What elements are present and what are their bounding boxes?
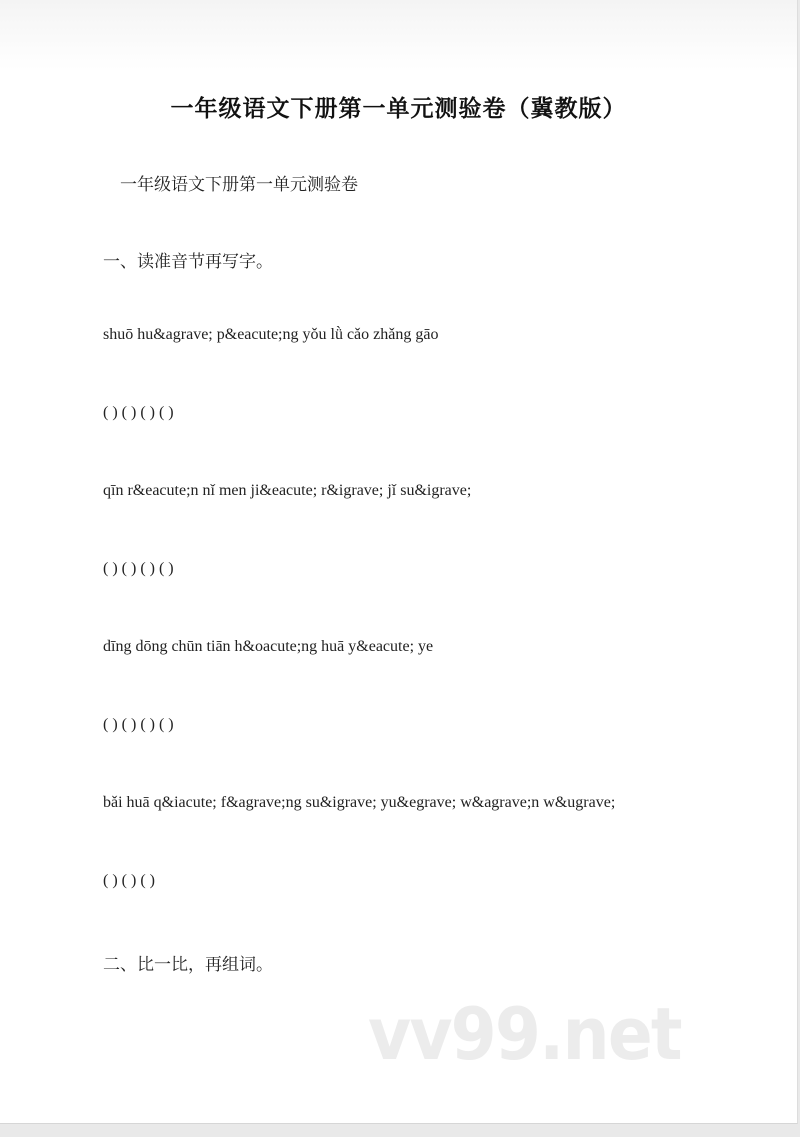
section-heading-1: 一、读准音节再写字。 <box>103 252 273 271</box>
document-subtitle: 一年级语文下册第一单元测验卷 <box>120 175 358 194</box>
answer-blanks: ( ) ( ) ( ) ( ) <box>103 404 174 421</box>
answer-blanks: ( ) ( ) ( ) <box>103 872 155 889</box>
page-top-shade <box>0 0 797 70</box>
pinyin-line: bǎi huā q&iacute; f&agrave;ng su&igrave; yu&egrave; w&agrave;n w&ugrave; <box>103 794 616 811</box>
document-title: 一年级语文下册第一单元测验卷（冀教版） <box>170 96 627 122</box>
pinyin-line: shuō hu&agrave; p&eacute;ng yǒu lǜ cǎo zhǎng gāo <box>103 326 439 343</box>
watermark: vv99.net <box>368 992 681 1076</box>
answer-blanks: ( ) ( ) ( ) ( ) <box>103 716 174 733</box>
section-heading-2: 二、比一比，再组词。 <box>103 955 273 974</box>
pinyin-line: dīng dōng chūn tiān h&oacute;ng huā y&eacute; ye <box>103 638 434 655</box>
answer-blanks: ( ) ( ) ( ) ( ) <box>103 560 174 577</box>
pinyin-line: qīn r&eacute;n nǐ men ji&eacute; r&igrave; jǐ su&igrave; <box>103 482 472 499</box>
